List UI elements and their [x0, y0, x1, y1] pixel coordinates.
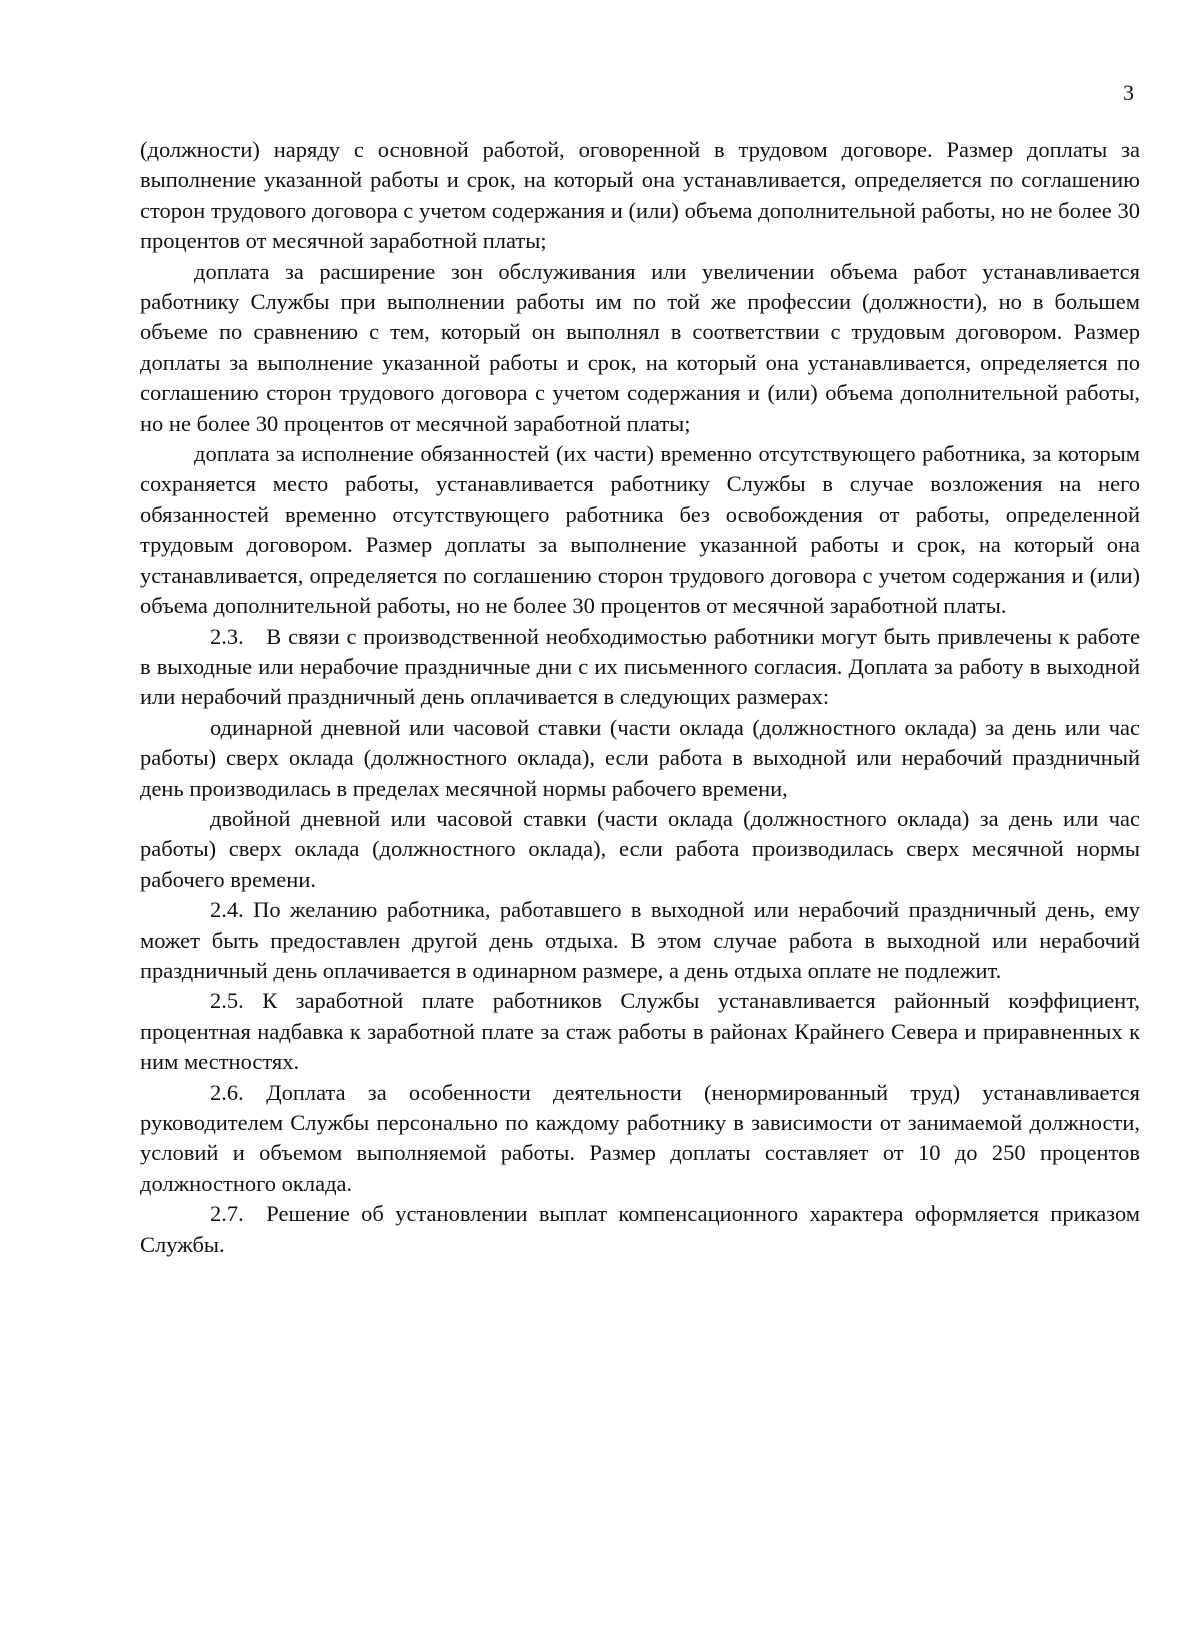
clause-2-6: 2.6. Доплата за особенности деятельности (ненормированный труд) устанавливается руководителем Службы персонально по каждому работнику в зависимости от занимаемой должности, условий и объемом выполняемой работы. Размер доплаты составляет от 10 до 250 процентов должностного оклада. — [140, 1079, 1140, 1196]
page-number: 3 — [1123, 80, 1134, 105]
paragraph-double-rate: двойной дневной или часовой ставки (части оклада (должностного оклада) за день или час работы) сверх оклада (должностного оклада), если работа производилась сверх месячной нормы рабочего времени. — [140, 805, 1140, 892]
clause-2-4: 2.4. По желанию работника, работавшего в выходной или нерабочий праздничный день, ему может быть предоставлен другой день отдыха. В этом случае работа в выходной или нерабочий праздничный день оплачивается в одинарном размере, а день отдыха оплате не подлежит. — [140, 897, 1140, 983]
clause-2-5: 2.5. К заработной плате работников Службы устанавливается районный коэффициент, процентная надбавка к заработной плате за стаж работы в районах Крайнего Севера и приравненных к ним местностях. — [140, 988, 1140, 1075]
paragraph-single-rate: одинарной дневной или часовой ставки (части оклада (должностного оклада) за день или час работы) сверх оклада (должностного оклада), если работа в выходной или нерабочий праздничный день производилась в пределах месячной нормы рабочего времени, — [140, 714, 1140, 801]
paragraph-zone-expansion: доплата за расширение зон обслуживания или увеличении объема работ устанавливается работнику Службы при выполнении работы им по той же профессии (должности), но в большем объеме по сравнению с тем, который он выполнял в соответствии с трудовым договором. Размер доплаты за выполнение указанной работы и срок, на который она устанавливается, определяется по соглашению сторон трудового договора с учетом содержания и (или) объема дополнительной работы, но не более 30 процентов от месячной заработной платы; — [140, 258, 1140, 436]
document-body — [140, 135, 1140, 1260]
clause-2-7: 2.7. Решение об установлении выплат компенсационного характера оформляется приказом Службы. — [140, 1201, 1140, 1257]
clause-2-3: 2.3. В связи с производственной необходимостью работники могут быть привлечены к работе в выходные или нерабочие праздничные дни с их письменного согласия. Доплата за работу в выходной или нерабочий праздничный день оплачивается в следующих размерах: — [140, 623, 1140, 710]
paragraph-continuation: (должности) наряду с основной работой, оговоренной в трудовом договоре. Размер доплаты за выполнение указанной работы и срок, на который она устанавливается, определяется по соглашению сторон трудового договора с учетом содержания и (или) объема дополнительной работы, но не более 30 процентов от месячной заработной платы; — [140, 137, 1140, 254]
paragraph-absent-worker: доплата за исполнение обязанностей (их части) временно отсутствующего работника, за которым сохраняется место работы, устанавливается работнику Службы в случае возложения на него обязанностей временно отсутствующего работника без освобождения от работы, определенной трудовым договором. Размер доплаты за выполнение указанной работы и срок, на который она устанавливается, определяется по соглашению сторон трудового договора с учетом содержания и (или) объема дополнительной работы, но не более 30 процентов от месячной заработной платы. — [140, 441, 1140, 619]
